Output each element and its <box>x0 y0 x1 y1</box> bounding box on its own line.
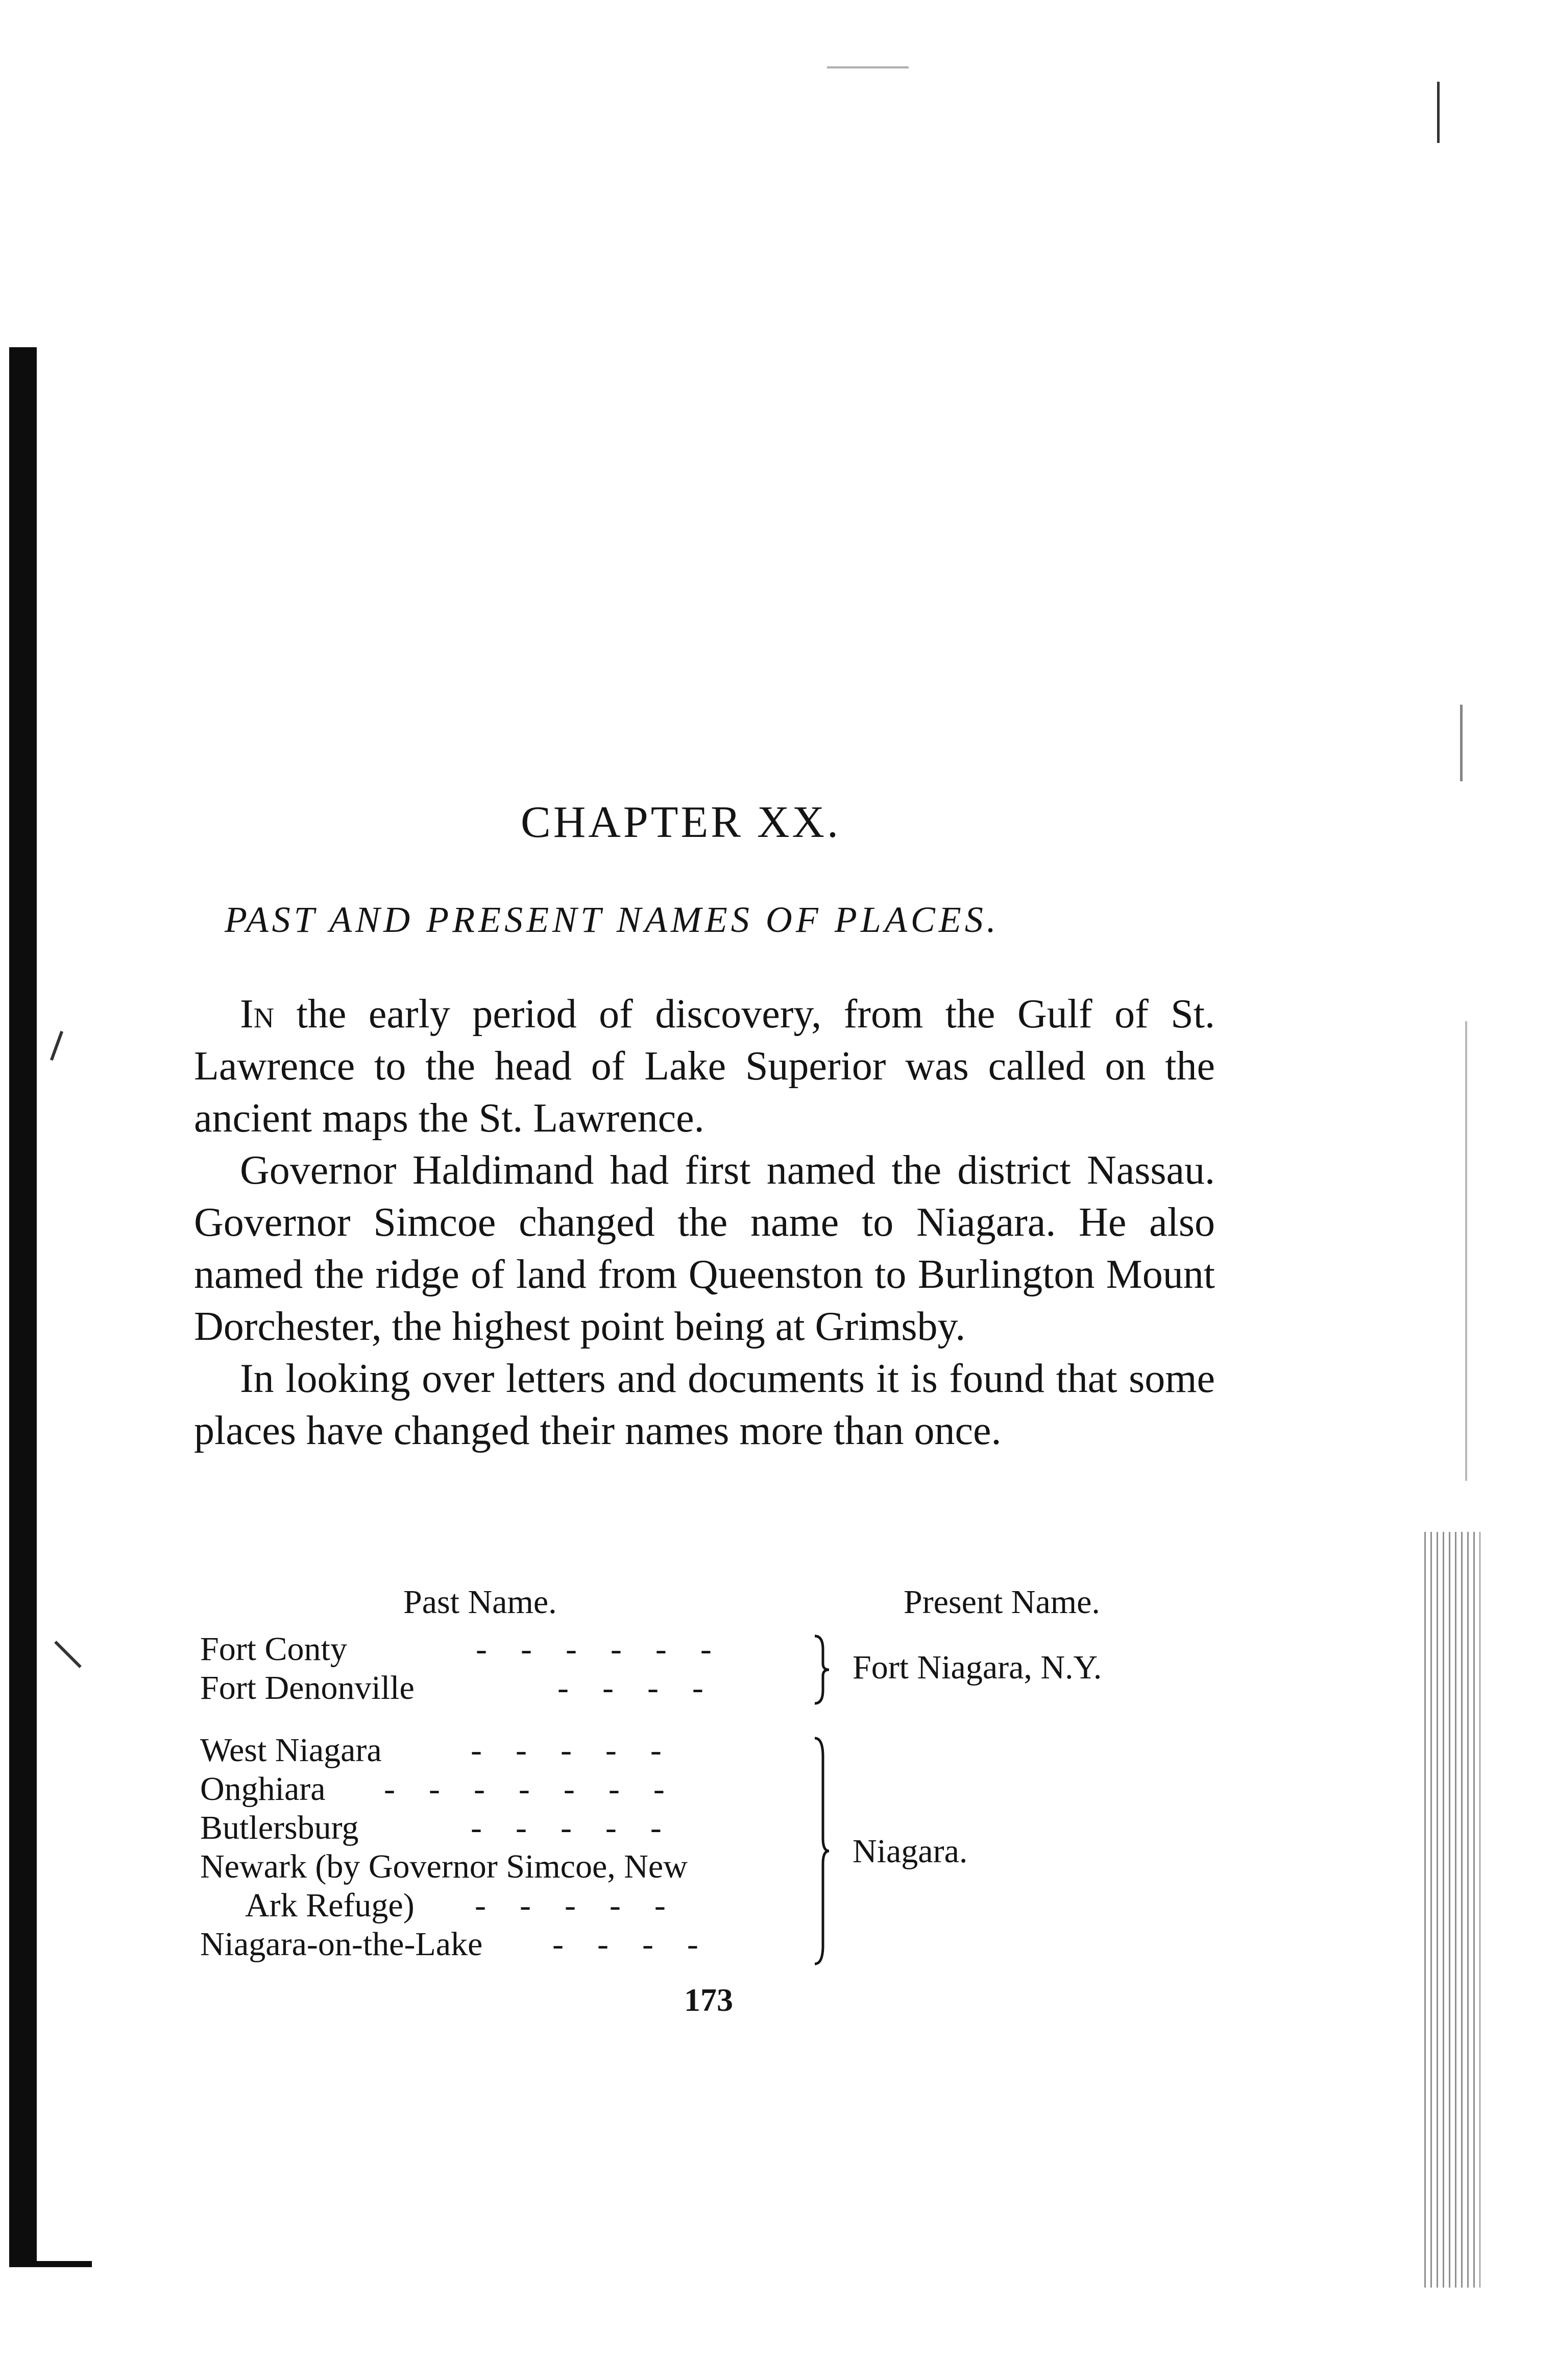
past-name: Niagara-on-the-Lake <box>200 1926 483 1963</box>
past-name: West Niagara <box>200 1732 382 1769</box>
binding-shadow <box>9 347 37 2267</box>
past-name: Onghiara <box>200 1770 326 1808</box>
table-row <box>200 1847 688 1886</box>
leader-dots: - - - - - <box>475 1887 666 1924</box>
table-row <box>200 1630 712 1669</box>
leader-dots: - - - - <box>557 1669 703 1706</box>
leader-dots: - - - - <box>552 1926 698 1963</box>
scan-speck <box>1460 705 1463 781</box>
leader-dots: - - - - - - <box>476 1630 712 1668</box>
table-row <box>200 1809 662 1847</box>
names-table <box>194 1583 1225 1991</box>
scan-speck <box>827 66 909 68</box>
scan-speck <box>50 1031 63 1061</box>
paragraph <box>194 1353 1215 1457</box>
table-row <box>200 1925 698 1964</box>
paragraph <box>194 1144 1215 1353</box>
chapter-subtitle: PAST AND PRESENT NAMES OF PLACES. <box>225 899 1000 940</box>
table-row <box>245 1886 666 1925</box>
paragraph-text: Governor Haldimand had first named the district Nassau. Governor Simcoe changed the name to Niagara. He also named the ridge of land from Queenston to Burlington Mount Dorchester, the highest point being at Grimsby. <box>194 1148 1215 1349</box>
leader-dots: - - - - - - - <box>384 1770 665 1808</box>
past-name: Fort Conty <box>200 1630 347 1668</box>
scan-speck <box>54 1641 82 1668</box>
scan-edge-noise <box>1424 1532 1480 2288</box>
past-name-header: Past Name. <box>403 1583 557 1621</box>
present-name: Niagara. <box>853 1833 968 1870</box>
group-brace <box>812 1634 832 1705</box>
chapter-title: CHAPTER XX. <box>521 798 841 847</box>
paragraph <box>194 988 1215 1144</box>
past-name: Newark (by Governor Simcoe, New <box>200 1848 688 1885</box>
paragraph-text: the early period of discovery, from the Gulf of St. Lawrence to the head of Lake Superior was called on the ancient maps the St. Lawrence. <box>194 992 1215 1141</box>
past-name: Fort Denonville <box>200 1669 415 1706</box>
paragraph-text: In looking over letters and documents it is found that some places have changed their names more than once. <box>194 1356 1215 1453</box>
table-row <box>200 1669 703 1708</box>
scan-speck <box>1437 82 1440 143</box>
leader-dots: - - - - - <box>471 1732 662 1769</box>
page-number: 173 <box>684 1982 733 2018</box>
binding-shadow-foot <box>31 2261 92 2267</box>
body-text <box>194 988 1215 1457</box>
paragraph-lead-word: In <box>240 992 275 1037</box>
table-row <box>200 1731 662 1770</box>
past-name: Ark Refuge) <box>245 1887 415 1924</box>
past-name: Butlersburg <box>200 1809 359 1846</box>
leader-dots: - - - - - <box>471 1809 662 1846</box>
group-brace <box>812 1736 832 1966</box>
scan-speck <box>1465 1021 1467 1481</box>
present-name-header: Present Name. <box>904 1583 1100 1621</box>
present-name: Fort Niagara, N.Y. <box>853 1649 1102 1686</box>
table-row <box>200 1770 665 1809</box>
